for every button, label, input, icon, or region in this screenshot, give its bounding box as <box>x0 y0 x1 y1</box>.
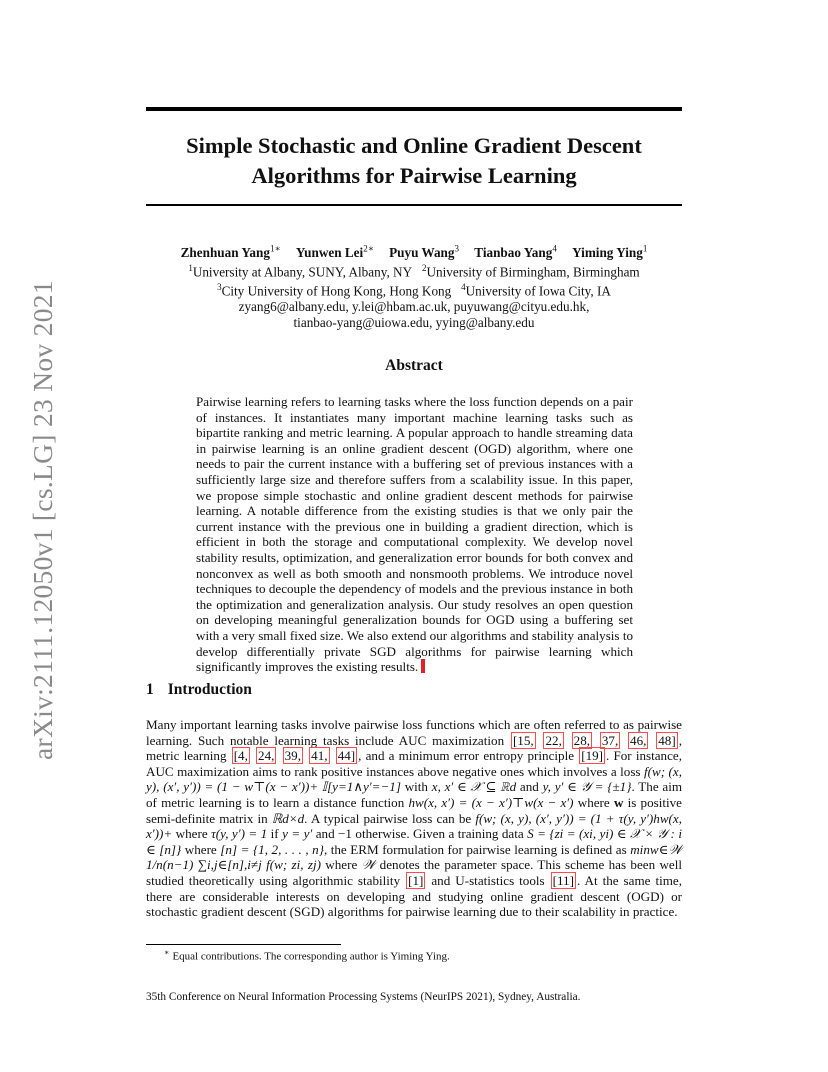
math-expression: 𝒲 <box>361 857 376 873</box>
math-expression: S = {zi = (xi, yi) ∈ 𝒳 × 𝒴 : i ∈ [n]} <box>146 826 682 857</box>
citation-link[interactable]: 48] <box>658 732 676 748</box>
citation-link[interactable]: 28, <box>573 732 591 748</box>
abstract-text: Pairwise learning refers to learning tasks where the loss function depends on a pair of instances. It instantiates many important machine learning tasks such as bipartite ranking and metric learning. A popular approach to handle streaming data in pairwise learning is an online gradient descent (OGD) algorithm, where one needs to pair the current instance with a buffering set of previous instances with a sufficiently large size and therefore suffers from a scalability issue. In this paper, we propose simple stochastic and online gradient descent methods for pairwise learning. A notable difference from the existing studies is that we only pair the current instance with the previous one in building a gradient direction, which is efficient in both the storage and computational complexity. We develop novel stability results, optimization, and generalization error bounds for both convex and nonconvex as well as both smooth and nonsmooth problems. We introduce novel techniques to decouple the dependency of models and the previous instance in both the optimization and generalization analysis. Our study resolves an open question on developing meaningful generalization bounds for OGD using a buffering set with a very small fixed size. We also extend our algorithms and stability analysis to develop differentially private SGD algorithms for pairwise learning which significantly improves the existing results. <box>196 394 633 675</box>
citation-link[interactable]: [11] <box>552 872 574 888</box>
footnote <box>164 948 450 963</box>
math-expression: f(w; (x, y), (x′, y′)) = (1 − w⊤(x − x′))+ 𝕀[y=1∧y′=−1] <box>146 763 683 795</box>
introduction-paragraph: Many important learning tasks involve pairwise loss functions which are often referred to as pairwise learning. Such notable learning tasks include AUC maximization [15, 22, 28, 37, 46, 48] , metric learning [4, 24, 39, 41, 44] , and a minimum error entropy principle [19] . For instance, AUC maximization aims to rank positive instances above negative ones which involves a loss f(w; (x, y), (x′, y′)) = (1 − w⊤(x − x′))+ 𝕀[y=1∧y′=−1] with x, x′ ∈ 𝒳 ⊆ ℝd and y, y′ ∈ 𝒴 = {±1}. The aim of metric learning is to learn a distance function hw(x, x′) = (x − x′)⊤w(x − x′) where w is positive semi-definite matrix in ℝd×d. A typical pairwise loss can be f(w; (x, y), (x′, y′)) = (1 + τ(y, y′)hw(x, x′))+ where τ(y, y′) = 1 if y = y′ and −1 otherwise. Given a training data S = {zi = (xi, yi) ∈ 𝒳 × 𝒴 : i ∈ [n]} where [n] = {1, 2, . . . , n}, the ERM formulation for pairwise learning is defined as minw∈𝒲 1/n(n−1) ∑i,j∈[n],i≠j f(w; zi, zj) where 𝒲 denotes the parameter space. This scheme has been well studied theoretically using algorithmic stability [1] and U-statistics tools [11] . At the same time, there are considerable interests on developing and studying online gradient descent (OGD) or stochastic gradient descent (SGD) algorithms for pairwise learning due to their scalability in practice. <box>146 717 683 920</box>
math-expression: minw∈𝒲 1/n(n−1) ∑i,j∈[n],i≠j f(w; zi, zj) <box>146 841 683 873</box>
author-names <box>146 242 682 261</box>
math-expression: hw(x, x′) = (x − x′)⊤w(x − x′) <box>408 794 574 810</box>
author: Puyu Wang$^3$ <box>389 244 459 261</box>
title-bottom-rule <box>146 204 682 206</box>
abstract-body <box>196 394 633 675</box>
citation-link[interactable]: [1] <box>408 872 424 888</box>
footnote-rule <box>146 944 341 945</box>
citation-link[interactable]: [4, <box>233 748 248 764</box>
arxiv-identifier-stamp: arXiv:2111.12050v1 [cs.LG] 23 Nov 2021 <box>27 280 58 760</box>
math-expression: y = y′ <box>282 826 313 842</box>
emails-line-1[interactable]: zyang6@albany.edu, y.lei@hbam.ac.uk, puyuwang@cityu.edu.hk, <box>238 298 590 314</box>
math-expression: [n] = {1, 2, . . . , n} <box>220 841 324 857</box>
footnote-text: Equal contributions. The corresponding author is Yiming Ying. <box>172 950 450 963</box>
affiliations-line-1: $^1$University at Albany, SUNY, Albany, NY $^2$University of Birmingham, Birmingham <box>188 262 640 280</box>
math-expression: x, x′ ∈ 𝒳 ⊆ ℝd <box>431 779 517 795</box>
author: Yiming Ying$^1$ <box>572 244 648 261</box>
affiliations-line-2: $^3$City University of Hong Kong, Hong Kong $^4$University of Iowa City, IA <box>217 281 611 299</box>
author: Zhenhuan Yang$^{1∗}$ <box>180 244 281 261</box>
citation-link[interactable]: 24, <box>258 748 275 764</box>
citation-link[interactable]: [19] <box>581 748 604 764</box>
math-expression: f(w; (x, y), (x′, y′)) = (1 + τ(y, y′)hw(x, x′))+ <box>146 810 683 842</box>
title-line-1: Simple Stochastic and Online Gradient Descent <box>186 133 642 158</box>
section-title: Introduction <box>167 681 252 698</box>
citation-link[interactable]: 44] <box>337 748 356 764</box>
author: Tianbao Yang$^4$ <box>474 244 557 261</box>
citation-link[interactable]: 22, <box>545 732 562 748</box>
text-cursor-marker <box>421 659 425 673</box>
footnote-mark: ∗ <box>164 948 170 957</box>
section-number: 1 <box>146 681 154 698</box>
conference-footer: 35th Conference on Neural Information Processing Systems (NeurIPS 2021), Sydney, Australia. <box>146 991 581 1003</box>
author: Yunwen Lei$^{2∗}$ <box>295 244 374 261</box>
citation-link[interactable]: 41, <box>311 748 328 764</box>
author-block <box>146 242 682 330</box>
section-heading-introduction <box>146 681 252 699</box>
math-expression: τ(y, y′) = 1 <box>211 826 268 842</box>
math-expression: w <box>613 794 624 810</box>
title-top-rule <box>146 107 682 111</box>
title-line-2: Algorithms for Pairwise Learning <box>251 163 577 188</box>
citation-link[interactable]: [15, <box>512 732 534 748</box>
paper-title <box>146 131 682 191</box>
citation-link[interactable]: 46, <box>630 732 647 748</box>
math-expression: ℝd×d <box>271 810 305 826</box>
citation-link[interactable]: 39, <box>284 748 301 764</box>
emails-line-2[interactable]: tianbao-yang@uiowa.edu, yying@albany.edu <box>293 314 535 330</box>
math-expression: y, y′ ∈ 𝒴 = {±1} <box>542 779 632 795</box>
abstract-heading: Abstract <box>385 357 443 374</box>
citation-link[interactable]: 37, <box>601 732 619 748</box>
